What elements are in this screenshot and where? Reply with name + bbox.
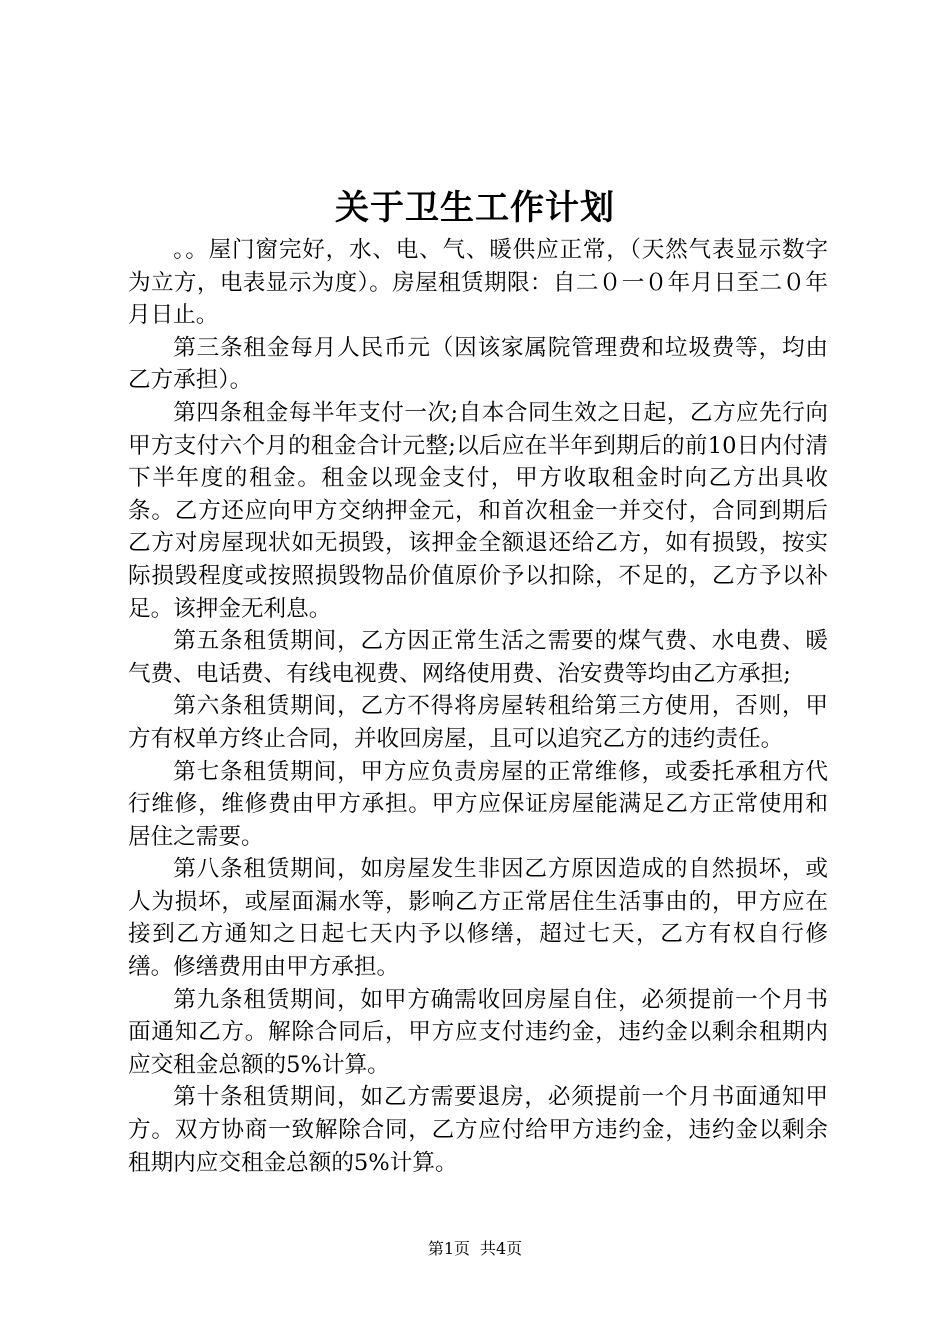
paragraph-article-9: 第九条租赁期间，如甲方确需收回房屋自住，必须提前一个月书面通知乙方。解除合同后，甲方应支付违约金，违约金以剩余租期内应交租金总额的5%计算。 (128, 986, 828, 1078)
document-title: 关于卫生工作计划 (335, 188, 615, 228)
page-number-total: 共4页 (480, 1239, 523, 1258)
page-footer (0, 1238, 950, 1260)
paragraph-article-5: 第五条租赁期间，乙方因正常生活之需要的煤气费、水电费、暖气费、电话费、有线电视费、网络使用费、治安费等均由乙方承担; (128, 628, 828, 687)
paragraph-article-3: 第三条租金每月人民币元（因该家属院管理费和垃圾费等，均由乙方承担）。 (128, 334, 828, 394)
paragraph-intro: 。。屋门窗完好，水、电、气、暖供应正常，（天然气表显示数字为立方，电表显示为度）。房屋租赁期限：自二０一０年月日至二０年月日止。 (128, 237, 828, 329)
page-number-current: 第1页 (427, 1239, 470, 1258)
paragraph-article-6: 第六条租赁期间，乙方不得将房屋转租给第三方使用，否则，甲方有权单方终止合同，并收回房屋，且可以追究乙方的违约责任。 (128, 693, 828, 752)
paragraph-article-7: 第七条租赁期间，甲方应负责房屋的正常维修，或委托承租方代行维修，维修费由甲方承担。甲方应保证房屋能满足乙方正常使用和居住之需要。 (128, 758, 828, 850)
paragraph-article-8: 第八条租赁期间，如房屋发生非因乙方原因造成的自然损坏，或人为损坏，或屋面漏水等，影响乙方正常居住生活事由的，甲方应在接到乙方通知之日起七天内予以修缮，超过七天，乙方有权自行修缮。修缮费用由甲方承担。 (128, 856, 828, 981)
paragraph-article-4: 第四条租金每半年支付一次;自本合同生效之日起，乙方应先行向甲方支付六个月的租金合计元整;以后应在半年到期后的前10日内付清下半年度的租金。租金以现金支付，甲方收取租金时向乙方出具收条。乙方还应向甲方交纳押金元，和首次租金一并交付，合同到期后乙方对房屋现状如无损毁，该押金全额退还给乙方，如有损毁，按实际损毁程度或按照损毁物品价值原价予以扣除，不足的，乙方予以补足。该押金无利息。 (128, 399, 828, 622)
document-body (128, 234, 828, 1179)
paragraph-article-10: 第十条租赁期间，如乙方需要退房，必须提前一个月书面通知甲方。双方协商一致解除合同，乙方应付给甲方违约金，违约金以剩余租期内应交租金总额的5%计算。 (128, 1084, 828, 1176)
